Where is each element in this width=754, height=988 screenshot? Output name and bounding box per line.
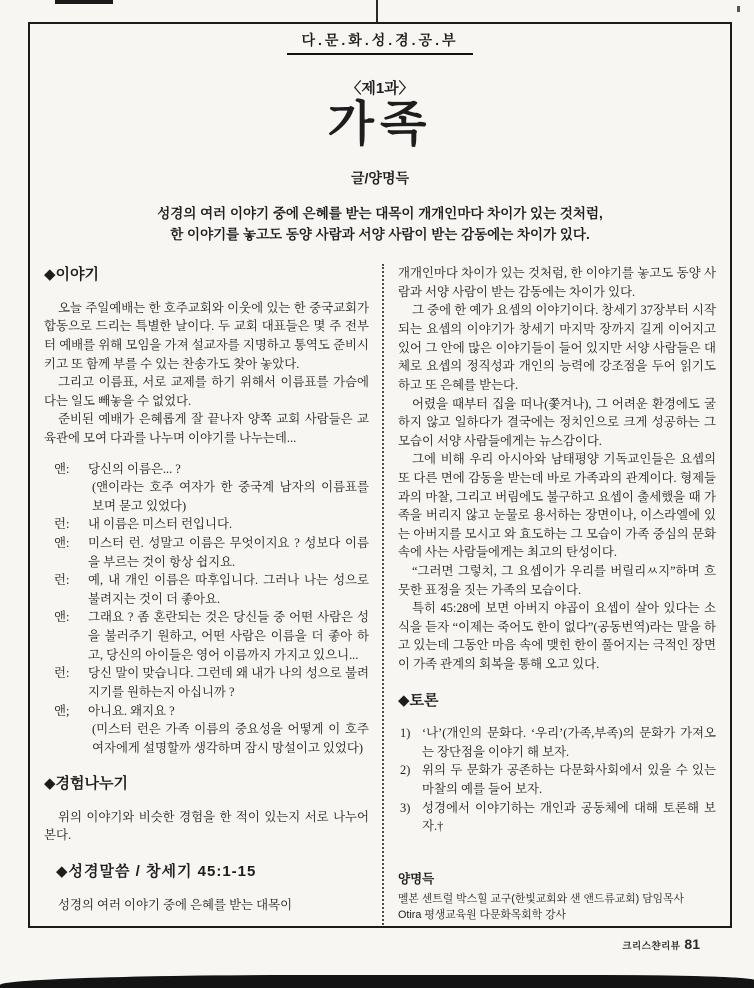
dialogue-speaker: 앤; — [54, 703, 70, 718]
discussion-item-number: 1) — [400, 726, 411, 741]
discussion-list — [400, 724, 716, 836]
right-column — [384, 264, 716, 928]
scan-artifact-tick — [737, 6, 740, 12]
page-header — [44, 30, 716, 246]
dialogue-line — [54, 515, 369, 534]
body-paragraph: 개개인마다 차이가 있는 것처럼, 한 이야기를 놓고도 동양 사람과 서양 사람이 받는 감동에는 차이가 있다. — [398, 266, 716, 299]
dialogue-text: 당신의 이름은... ? — [88, 461, 181, 476]
series-title: 다.문.화.성.경.공.부 — [287, 30, 472, 55]
story-paragraph: 그리고 이름표, 서로 교제를 하기 위해서 이름표를 가슴에 다는 일도 빼놓을 수 없었다. — [44, 375, 369, 408]
discussion-item — [400, 724, 716, 761]
author-name: 양명득 — [398, 871, 435, 886]
discussion-item-text: ‘나’(개인의 문화다. ‘우리’(가족,부족)의 문화가 가져오는 장단점을 이야기 해 보자. — [422, 726, 716, 759]
page-number: 81 — [684, 936, 700, 952]
dialogue-speaker: 앤: — [54, 536, 70, 551]
dialogue-block — [54, 460, 369, 758]
dialogue-text: 아니요. 왜지요 ? — [88, 703, 175, 718]
dialogue-speaker: 앤: — [54, 461, 70, 476]
body-paragraph: 특히 45:28에 보면 아버지 야곱이 요셉이 살아 있다는 소식을 듣자 “이제는 죽어도 한이 없다”(공동번역)라는 말을 하고 있는데 그동안 마음 속에 맺힌 한이 풀어지는 극적인 장면이 가족 관계의 회복을 통해 오고 있다. — [398, 601, 716, 672]
dialogue-line — [54, 571, 369, 608]
dialogue-speaker: 런: — [54, 573, 70, 588]
page-footer — [622, 936, 700, 954]
dialogue-text: (앤이라는 호주 여자가 한 중국계 남자의 이름표를 보며 묻고 있었다) — [92, 480, 369, 513]
dialogue-speaker — [54, 478, 88, 515]
dialogue-stage-direction — [54, 720, 369, 757]
left-column — [44, 264, 384, 928]
dialogue-line — [54, 460, 369, 479]
dialogue-speaker: 런: — [54, 666, 70, 681]
sharing-paragraph: 위의 이야기와 비슷한 경험을 한 적이 있는지 서로 나누어 본다. — [44, 809, 369, 843]
scripture-heading: ◆성경말씀 / 창세기 45:1-15 — [56, 863, 257, 881]
dialogue-line — [54, 702, 369, 721]
discussion-item-number: 3) — [400, 800, 411, 815]
discussion-item-number: 2) — [400, 763, 411, 778]
dialogue-speaker: 앤: — [54, 610, 70, 625]
dialogue-line — [54, 664, 369, 701]
author-bio-line: Otira 평생교육원 다문화목회학 강사 — [398, 908, 566, 921]
intro-text — [44, 204, 716, 246]
dialogue-text: 예, 내 개인 이름은 따후입니다. 그러나 나는 성으로 불려지는 것이 더 좋아요. — [88, 573, 369, 606]
sharing-heading: ◆경험나누기 — [44, 775, 128, 793]
dialogue-text: 그래요 ? 좀 혼란되는 것은 당신들 중 어떤 사람은 성을 불러주기 원하고, 어떤 사람은 이름을 더 좋아 하고, 당신의 아이들은 영어 이름까지 가지고 있으니... — [88, 610, 369, 662]
story-heading: ◆이야기 — [44, 266, 100, 284]
lesson-number: 〈제1과〉 — [346, 80, 414, 97]
story-paragraph: 준비된 예배가 은혜롭게 잘 끝나자 양쪽 교회 사람들은 교육관에 모여 다과를 나누며 이야기를 나누는데... — [44, 412, 369, 445]
dialogue-stage-direction — [54, 478, 369, 515]
author-bio-line: 멜본 센트럴 박스힐 교구(한빛교회와 샌 앤드류교회) 담임목사 — [398, 892, 684, 905]
dialogue-text: 미스터 런. 성말고 이름은 무엇이지요 ? 성보다 이름을 부르는 것이 항상 쉽지요. — [88, 536, 369, 569]
dialogue-text: 당신 말이 맞습니다. 그런데 왜 내가 나의 성으로 불려지기를 원하는지 아십니까 ? — [88, 666, 369, 699]
byline: 글/양명득 — [351, 170, 409, 187]
scan-artifact-mark — [55, 0, 113, 4]
body-paragraph: 어렸을 때부터 집을 떠나(쫓겨나), 그 어려운 환경에도 굴하지 않고 일하다가 결국에는 정치인으로 크게 성공하는 그 모습이 서양 사람들에게는 뉴스감이다. — [398, 396, 716, 448]
discussion-item-text: 위의 두 문화가 공존하는 다문화사회에서 있을 수 있는 마찰의 예를 들어 보자. — [422, 763, 716, 796]
body-paragraph: “그러면 그렇치, 그 요셉이가 우리를 버릴리ㅆ지”하며 흐뭇한 표정을 짓는 가족의 모습이다. — [398, 563, 716, 597]
dialogue-text: (미스터 런은 가족 이름의 중요성을 어떻게 이 호주 여자에게 설명할까 생각하며 잠시 망설이고 있었다) — [92, 722, 369, 755]
two-column-body — [44, 264, 716, 928]
scan-edge-shadow — [0, 975, 754, 988]
magazine-name: 크리스챤리뷰 — [622, 941, 681, 952]
intro-line-1: 성경의 여러 이야기 중에 은혜를 받는 대목이 개개인마다 차이가 있는 것처럼, — [157, 206, 603, 222]
dialogue-line — [54, 534, 369, 571]
discussion-item — [400, 799, 716, 836]
dialogue-speaker — [54, 720, 88, 757]
page-title: 가족 — [327, 98, 433, 151]
author-bio — [398, 870, 716, 923]
story-paragraph: 오늘 주일예배는 한 호주교회와 이웃에 있는 한 중국교회가 합동으로 드리는 특별한 날이다. 두 교회 대표들은 몇 주 전부터 예배를 위해 모임을 가져 설교자를 지명하고 통역도 준비시키고 또 함께 부를 수 있는 찬송가도 찾아 놓았다. — [44, 300, 369, 371]
body-paragraph: 그에 비해 우리 아시아와 남태평양 기독교인들은 요셉의 또 다른 면에 감동을 받는데 바로 가족과의 관계이다. 형제들과의 마찰, 그리고 버림에도 불구하고 요셉이 출세했을 때 가족을 버리지 않고 눈물로 용서하는 장면이나, 이스라엘에 있는 아버지를 모시고 와 효도하는 그 모습이 가족 중심의 문화 속에 사는 사람들에게는 최고의 탄성이다. — [398, 452, 716, 560]
discussion-item — [400, 761, 716, 798]
scripture-paragraph: 성경의 여러 이야기 중에 은혜를 받는 대목이 — [58, 897, 293, 912]
dialogue-line — [54, 608, 369, 664]
dialogue-speaker: 런: — [54, 517, 70, 532]
discussion-item-text: 성경에서 이야기하는 개인과 공동체에 대해 토론해 보자.† — [422, 800, 716, 834]
body-paragraph: 그 중에 한 예가 요셉의 이야기이다. 창세기 37장부터 시작되는 요셉의 이야기가 창세기 마지막 장까지 길게 이어지고 있어 그 안에 많은 이야기들이 들어 있지만 서양 사람들은 대체로 요셉의 정직성과 개인의 능력에 강조점을 두어 읽기도 하고 또 은혜를 받는다. — [398, 303, 716, 392]
intro-line-2: 한 이야기를 놓고도 동양 사람과 서양 사람이 받는 감동에는 차이가 있다. — [170, 227, 590, 243]
scan-artifact-center-line — [376, 0, 378, 24]
discussion-heading: ◆토론 — [398, 691, 439, 709]
page-border-box — [28, 22, 732, 928]
dialogue-text: 내 이름은 미스터 런입니다. — [88, 517, 233, 532]
